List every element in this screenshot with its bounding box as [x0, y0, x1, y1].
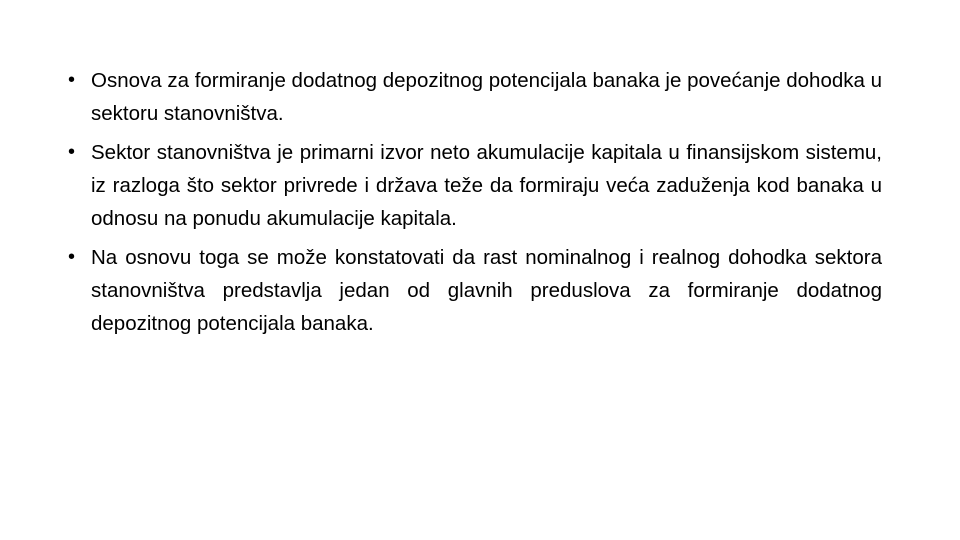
- bullet-list: [62, 64, 882, 346]
- bullet-icon: •: [68, 69, 76, 91]
- bullet-text: Na osnovu toga se može konstatovati da rast nominalnog i realnog dohodka sektora stanovništva predstavlja jedan od glavnih preduslova za formiranje dodatnog depozitnog potencijala banaka.: [91, 246, 882, 335]
- bullet-item: [62, 136, 882, 235]
- bullet-item: [62, 64, 882, 130]
- bullet-item: [62, 241, 882, 340]
- bullet-text: Sektor stanovništva je primarni izvor neto akumulacije kapitala u finansijskom sistemu, iz razloga što sektor privrede i država teže da formiraju veća zaduženja kod banaka u odnosu na ponudu akumulacije kapitala.: [91, 141, 882, 230]
- bullet-text: Osnova za formiranje dodatnog depozitnog potencijala banaka je povećanje dohodka u sektoru stanovništva.: [91, 69, 882, 125]
- bullet-icon: •: [68, 141, 76, 163]
- bullet-icon: •: [68, 246, 76, 268]
